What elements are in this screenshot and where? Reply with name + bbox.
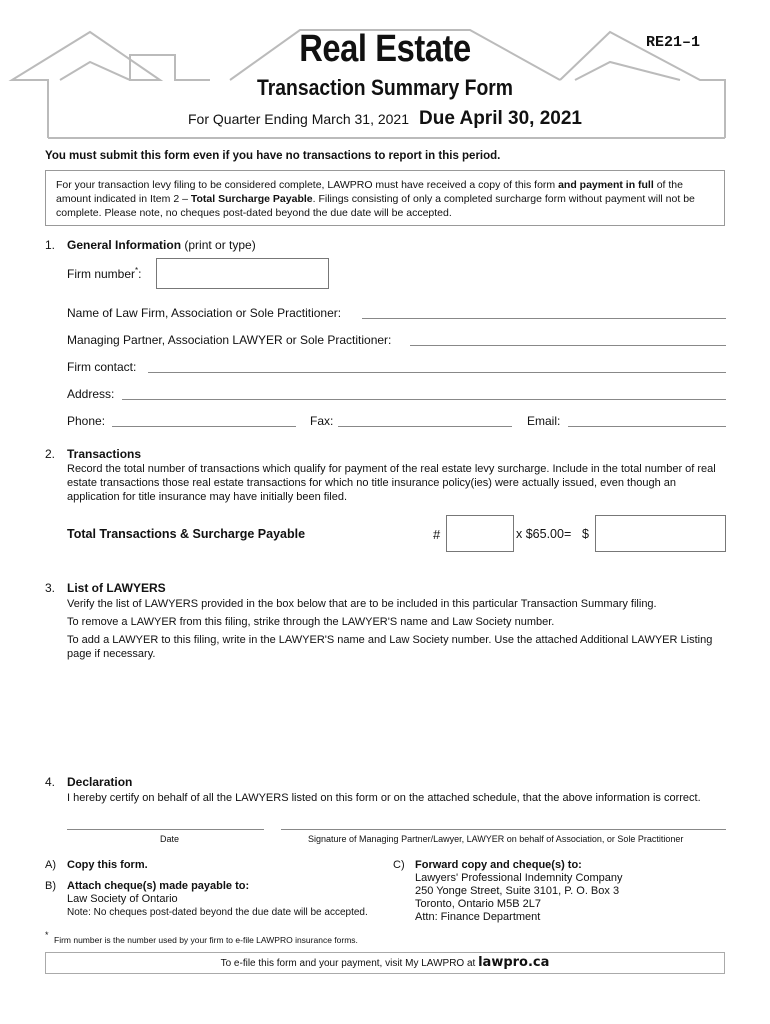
fax-label: Fax: (310, 414, 334, 428)
form-title: Real Estate (299, 28, 471, 70)
managing-partner-label: Managing Partner, Association LAWYER or Sole Practitioner: (67, 333, 392, 347)
quarter-line (0, 108, 770, 130)
instruction-b-letter: B) (45, 880, 56, 892)
section4-number: 4. (45, 775, 56, 789)
email-field[interactable] (568, 426, 726, 427)
firm-name-label: Name of Law Firm, Association or Sole Practitioner: (67, 306, 342, 320)
section3-remove-text: To remove a LAWYER from this filing, strike through the LAWYER'S name and Law Society number. (67, 616, 555, 628)
managing-partner-field[interactable] (410, 345, 726, 346)
firm-number-colon: : (138, 267, 142, 281)
lawpro-link[interactable]: lawpro.ca (478, 955, 550, 970)
firm-name-field[interactable] (362, 318, 726, 319)
firm-number-input[interactable] (156, 258, 329, 289)
transaction-count-input[interactable] (446, 515, 514, 552)
address-line-2: 250 Yonge Street, Suite 3101, P. O. Box 3 (415, 885, 620, 897)
phone-field[interactable] (112, 426, 296, 427)
notice-text-1: For your transaction levy filing to be considered complete, LAWPRO must have received a copy of this form (56, 179, 556, 191)
section4-heading: Declaration (67, 775, 133, 789)
email-label: Email: (527, 414, 561, 428)
address-label: Address: (67, 387, 115, 401)
section3-add-text: To add a LAWYER to this filing, write in the LAWYER'S name and Law Society number. Use the attached Additional LAWYER Listing page if necessary. (67, 634, 713, 660)
surcharge-total-input[interactable] (595, 515, 726, 552)
section3-heading: List of LAWYERS (67, 581, 166, 595)
payee-text: Law Society of Ontario (67, 893, 178, 905)
footnote-asterisk: * (45, 930, 49, 940)
section2-text: Record the total number of transactions which qualify for payment of the real estate levy surcharge. Include in the total number of real estate transactions those real estate transactions for which no title insurance policy(ies) were actually issued, even though an application for title insurance may have initially been filed. (67, 463, 716, 503)
footnote-text: Firm number is the number used by your firm to e-file LAWPRO insurance forms. (54, 935, 358, 945)
instruction-a-text: Copy this form. (67, 859, 148, 871)
dollar-symbol: $ (582, 527, 589, 541)
footer-text: To e-file this form and your payment, visit My LAWPRO at (220, 958, 476, 969)
date-label: Date (160, 834, 180, 844)
signature-label: Signature of Managing Partner/Lawyer, LAWYER on behalf of Association, or Sole Practitioner (308, 834, 684, 844)
section2-number: 2. (45, 447, 56, 461)
address-line-4: Attn: Finance Department (415, 911, 541, 923)
firm-contact-field[interactable] (148, 372, 726, 373)
section1-number: 1. (45, 238, 56, 252)
form-subtitle: Transaction Summary Form (256, 75, 514, 100)
signature-field[interactable] (281, 829, 726, 830)
section3-number: 3. (45, 581, 56, 595)
section1-heading-note: (print or type) (184, 238, 256, 252)
efile-footer (45, 952, 725, 974)
instruction-c-text: Forward copy and cheque(s) to: (415, 859, 582, 871)
firm-number-label-text: Firm number (67, 267, 136, 281)
postdated-note: Note: No cheques post-dated beyond the due date will be accepted. (67, 907, 368, 918)
phone-label: Phone: (67, 414, 106, 428)
address-field[interactable] (122, 399, 726, 400)
firm-contact-label: Firm contact: (67, 360, 137, 374)
fax-field[interactable] (338, 426, 512, 427)
hash-symbol: # (433, 527, 441, 542)
firm-number-asterisk: * (135, 266, 139, 275)
section1-heading (67, 238, 256, 252)
form-code: RE21–1 (646, 34, 701, 51)
surcharge-rate: x $65.00= (516, 527, 572, 541)
instruction-c-letter: C) (393, 859, 405, 871)
notice-bold-2: Total Surcharge Payable (190, 193, 313, 205)
notice-text-3: . Filings consisting of only a completed surcharge form without payment will not be complete. Please note, no cheques post-dated beyond the due date will be accepted. (56, 193, 695, 219)
instruction-b-text: Attach cheque(s) made payable to: (67, 880, 250, 892)
notice-bold-1: and payment in full (558, 179, 654, 191)
instruction-a-letter: A) (45, 859, 56, 871)
date-field[interactable] (67, 829, 264, 830)
due-date-text: Due April 30, 2021 (419, 108, 582, 129)
section1-heading-text: General Information (67, 238, 182, 252)
declaration-text: I hereby certify on behalf of all the LAWYERS listed on this form or on the attached schedule, that the above information is correct. (67, 792, 701, 804)
total-transactions-label: Total Transactions & Surcharge Payable (67, 527, 306, 541)
section2-heading: Transactions (67, 447, 142, 461)
firm-number-label (67, 266, 141, 281)
must-submit-notice: You must submit this form even if you have no transactions to report in this period. (45, 150, 501, 162)
address-line-1: Lawyers' Professional Indemnity Company (415, 872, 623, 884)
section3-verify-text: Verify the list of LAWYERS provided in the box below that are to be included in this particular Transaction Summary filing. (67, 598, 657, 610)
address-line-3: Toronto, Ontario M5B 2L7 (415, 898, 541, 910)
notice-text-2: of the amount indicated in Item 2 – (56, 179, 683, 205)
quarter-ending-text: For Quarter Ending March 31, 2021 (188, 111, 410, 127)
levy-notice-box (45, 170, 725, 226)
